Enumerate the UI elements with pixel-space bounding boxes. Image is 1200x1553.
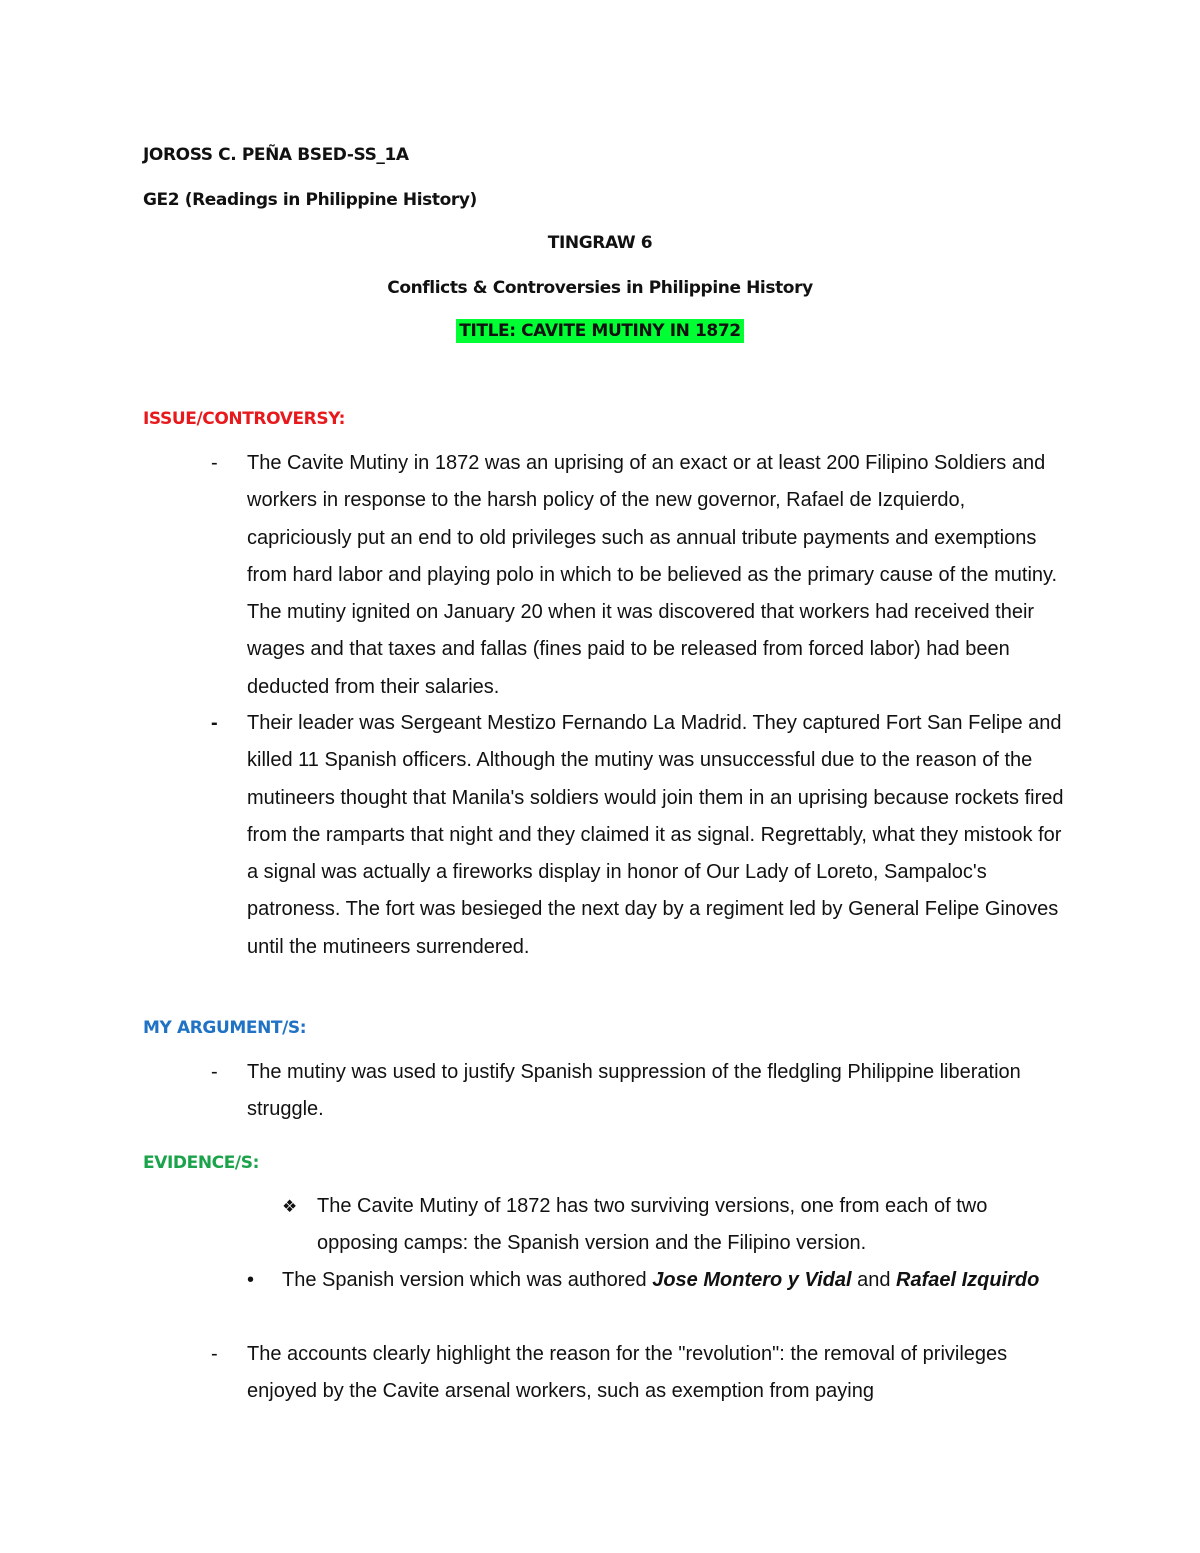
- evidence-text: The Spanish version which was authored: [282, 1269, 653, 1291]
- subtitle: Conflicts & Controversies in Philippine History: [387, 278, 813, 298]
- dash-marker: -: [211, 1343, 218, 1365]
- issue-paragraph: Their leader was Sergeant Mestizo Fernando La Madrid. They captured Fort San Felipe and killed 11 Spanish officers. Although the mutiny was unsuccessful due to the reason of the mutineers thought that Manila's soldiers would join them in an uprising because rockets fired from the ramparts that night and they claimed it as signal. Regrettably, what they mistook for a signal was actually a fireworks display in honor of Our Lady of Loreto, Sampaloc's patroness. The fort was besieged the next day by a regiment led by General Felipe Ginoves until the mutineers surrendered.: [247, 712, 1064, 958]
- issue-heading: ISSUE/CONTROVERSY:: [143, 409, 346, 429]
- evidence-paragraph: The Cavite Mutiny of 1872 has two surviving versions, one from each of two opposing camps: the Spanish version and the Filipino version.: [317, 1195, 988, 1255]
- dash-marker: -: [211, 1061, 218, 1083]
- issue-paragraph: The Cavite Mutiny in 1872 was an uprising of an exact or at least 200 Filipino Soldiers and workers in response to the harsh policy of the new governor, Rafael de Izquierdo, capriciously put an end to old privileges such as annual tribute payments and exemptions from hard labor and playing polo in which to be believed as the primary cause of the mutiny. The mutiny ignited on January 20 when it was discovered that workers had received their wages and that taxes and fallas (fines paid to be released from forced labor) had been deducted from their salaries.: [247, 452, 1058, 698]
- page-title: [0, 321, 1200, 341]
- title-highlight: TITLE: CAVITE MUTINY IN 1872: [456, 319, 743, 343]
- author-name: Jose Montero y Vidal: [652, 1269, 852, 1291]
- evidence-text: and: [851, 1269, 897, 1291]
- bullet-icon: •: [247, 1269, 255, 1291]
- dash-marker: -: [211, 712, 218, 734]
- activity-title: TINGRAW 6: [547, 233, 653, 253]
- course-line: GE2 (Readings in Philippine History): [143, 190, 477, 210]
- argument-paragraph: The mutiny was used to justify Spanish suppression of the fledgling Philippine liberation struggle.: [247, 1061, 1021, 1121]
- evidence-paragraph: The accounts clearly highlight the reason for the "revolution": the removal of privileges enjoyed by the Cavite arsenal workers, such as exemption from paying: [247, 1343, 1008, 1403]
- argument-heading: MY ARGUMENT/S:: [143, 1018, 307, 1038]
- dash-marker: -: [211, 452, 218, 474]
- evidence-paragraph: [282, 1262, 1042, 1299]
- diamond-bullet-icon: ❖: [282, 1197, 298, 1216]
- author-name: Rafael Izquirdo: [896, 1269, 1040, 1291]
- author-line: JOROSS C. PEÑA BSED-SS_1A: [143, 145, 409, 165]
- evidence-heading: EVIDENCE/S:: [143, 1153, 259, 1173]
